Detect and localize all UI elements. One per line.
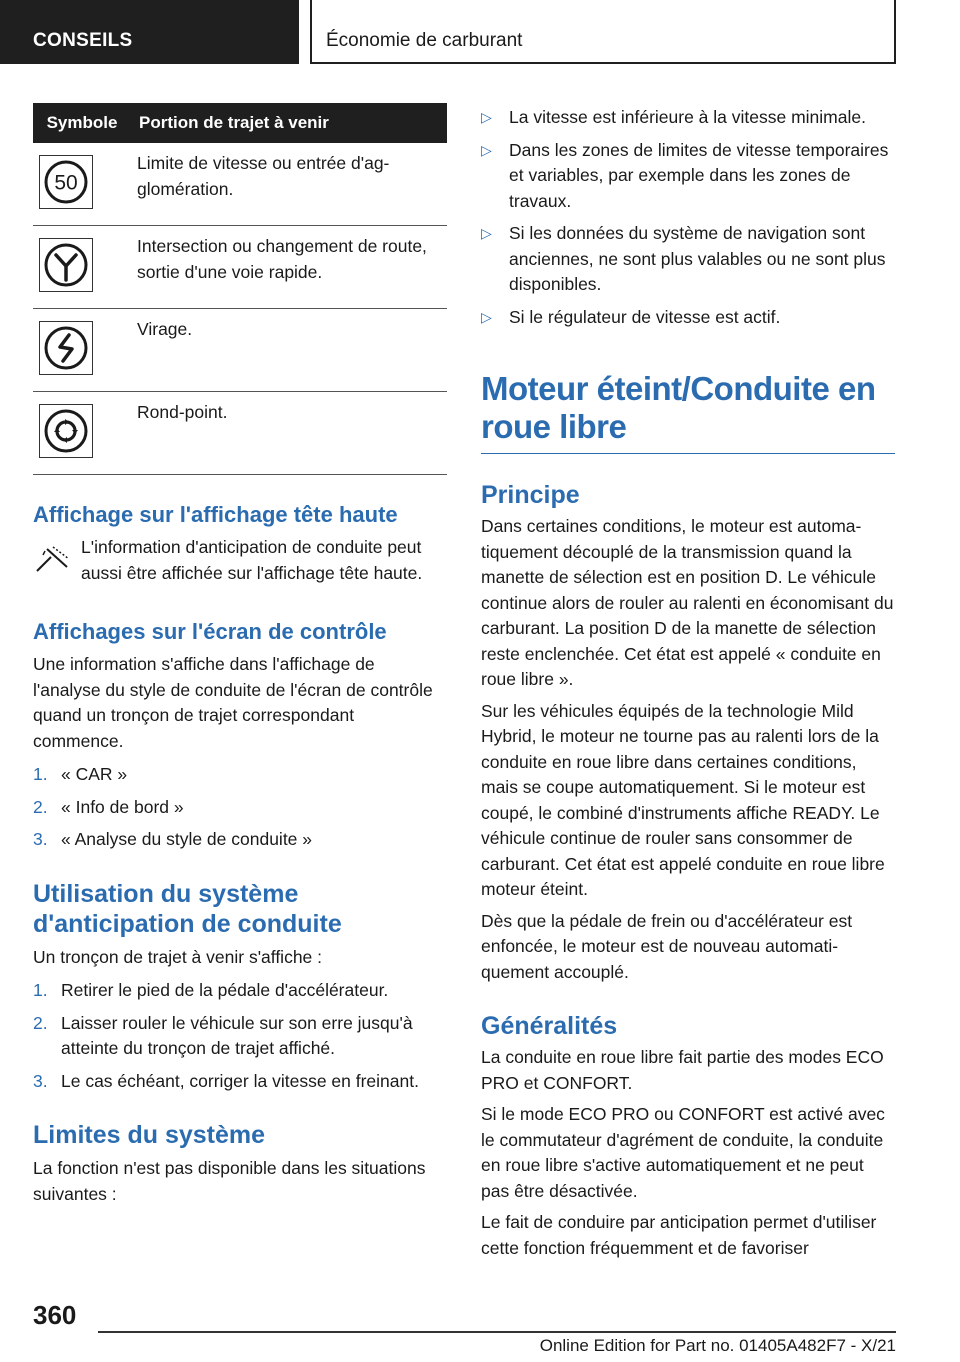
principle-paragraph: Dès que la pédale de frein ou d'accélérateur est enfoncée, le moteur est de nouveau automatiquement accouplé. — [481, 910, 853, 982]
list-item — [481, 221, 895, 298]
hud-text: L'information d'anticipation de conduite peut aussi être affichée sur l'affichage tête haute. — [81, 537, 423, 583]
general-paragraph: Le fait de conduire par anticipation permet d'utiliser cette fonction fréquemment et de favoriser — [481, 1212, 877, 1258]
speed-limit-number: 50 — [54, 171, 78, 195]
step-text: « CAR » — [61, 764, 128, 784]
control-display-title: Affichages sur l'écran de contrôle — [33, 619, 387, 644]
usage-title: Utilisation du système d'anticipation de conduite — [33, 879, 342, 938]
table-row — [33, 226, 447, 309]
description-column-header: Portion de trajet à venir — [131, 103, 447, 143]
header-section-tab — [0, 0, 299, 64]
symbol-table — [33, 103, 447, 475]
limits-title: Limites du système — [33, 1121, 266, 1149]
hud-section-title: Affichage sur l'affichage tête haute — [33, 502, 398, 527]
general-paragraph: La conduite en roue libre fait partie des modes ECO PRO et CONFORT. — [481, 1047, 884, 1093]
triangle-bullet-icon: ▷ — [481, 308, 492, 325]
step-text: Le cas échéant, corriger la vitesse en freinant. — [61, 1070, 419, 1091]
bullet-text: Dans les zones de limites de vitesse temporaires et variables, par exemple dans les zones de travaux. — [509, 139, 889, 211]
step-number: 1. — [33, 764, 48, 784]
step-number: 1. — [33, 980, 48, 1000]
table-row — [33, 309, 447, 392]
triangle-bullet-icon: ▷ — [481, 109, 492, 125]
triangle-bullet-icon: ▷ — [481, 225, 492, 241]
right-column — [481, 105, 895, 1267]
list-item — [481, 105, 895, 131]
step-text: Retirer le pied de la pédale d'accélérateur. — [61, 980, 389, 1000]
limits-bullets — [481, 105, 895, 330]
control-display-text: Une information s'affiche dans l'affichage de l'analyse du style de conduite de l'écran de contrôle quand un tronçon de trajet correspondant commence. — [33, 654, 433, 751]
header-chapter-label: Économie de carburant — [326, 30, 523, 51]
step-text: Laisser rouler le véhicule sur son erre jusqu'à atteinte du tronçon de trajet affiché. — [61, 1012, 413, 1058]
intersection-icon — [39, 238, 93, 292]
bullet-text: La vitesse est inférieure à la vitesse minimale. — [509, 107, 866, 127]
head-up-display-icon — [33, 537, 73, 577]
step-number: 2. — [33, 796, 48, 817]
row-description: Rond-point. — [131, 392, 447, 475]
left-column — [33, 103, 447, 1213]
step-number: 3. — [33, 1070, 48, 1091]
list-item — [33, 795, 447, 821]
step-number: 2. — [33, 1012, 48, 1033]
bullet-text: Si le régulateur de vitesse est actif. — [509, 306, 781, 327]
list-item — [33, 1069, 447, 1095]
control-display-steps — [33, 762, 447, 853]
list-item — [481, 138, 895, 215]
usage-intro: Un tronçon de trajet à venir s'affiche : — [33, 946, 323, 967]
list-item — [481, 305, 895, 331]
roundabout-icon — [39, 404, 93, 458]
step-text: « Analyse du style de conduite » — [61, 829, 313, 849]
list-item — [33, 1011, 447, 1062]
limits-text: La fonction n'est pas disponible dans les situations suivantes : — [33, 1158, 426, 1204]
speed-limit-50-icon — [39, 155, 93, 209]
row-description: Limite de vitesse ou entrée d'agglomération. — [131, 143, 447, 226]
triangle-bullet-icon: ▷ — [481, 141, 492, 158]
list-item — [33, 827, 447, 853]
row-description: Virage. — [131, 309, 447, 392]
coasting-title: Moteur éteint/Conduite en roue libre — [481, 370, 895, 454]
list-item — [33, 978, 447, 1004]
hud-paragraph — [33, 535, 447, 592]
page-number: 360 — [33, 1300, 77, 1330]
principle-paragraph: Dans certaines conditions, le moteur est automatiquement découplé de la transmission quand la manette de sélection est en position D. Le véhicule continue alors de rouler au ralenti en économisant du carburant. La position D de la manette de sélection reste enclenchée. Cet état est appelé « conduite en roue libre ». — [481, 516, 894, 689]
usage-steps — [33, 978, 447, 1094]
table-row — [33, 392, 447, 475]
step-text: « Info de bord » — [61, 796, 184, 817]
principle-paragraph: Sur les véhicules équipés de la technologie Mild Hybrid, le moteur ne tourne pas au ralenti lors de la conduite en roue libre dans certaines conditions, mais se coupe automatiquement. Si le moteur est coupé, le combiné d'instruments affiche READY. Le véhicule continue de rouler sans consommer de carburant. Cet état est appelé conduite en roue libre moteur éteint. — [481, 700, 885, 899]
general-paragraph: Si le mode ECO PRO ou CONFORT est activé avec le commutateur d'agrément de conduite, la conduite en roue libre s'active automatiquement et ne peut pas être désactivée. — [481, 1104, 885, 1201]
principle-title: Principe — [481, 481, 580, 509]
curve-icon — [39, 321, 93, 375]
symbol-column-header: Symbole — [33, 103, 131, 143]
footer-edition: Online Edition for Part no. 01405A482F7 - X/21 — [539, 1336, 896, 1355]
header-chapter-tab — [310, 0, 896, 64]
bullet-text: Si les données du système de navigation sont anciennes, ne sont plus valables ou ne sont plus disponibles. — [509, 223, 886, 294]
general-title: Généralités — [481, 1012, 618, 1040]
table-row — [33, 143, 447, 226]
step-number: 3. — [33, 829, 48, 849]
header-section-label: CONSEILS — [33, 30, 133, 51]
footer-divider — [98, 1331, 896, 1333]
list-item — [33, 762, 447, 788]
row-description: Intersection ou changement de route, sortie d'une voie rapide. — [131, 226, 447, 309]
